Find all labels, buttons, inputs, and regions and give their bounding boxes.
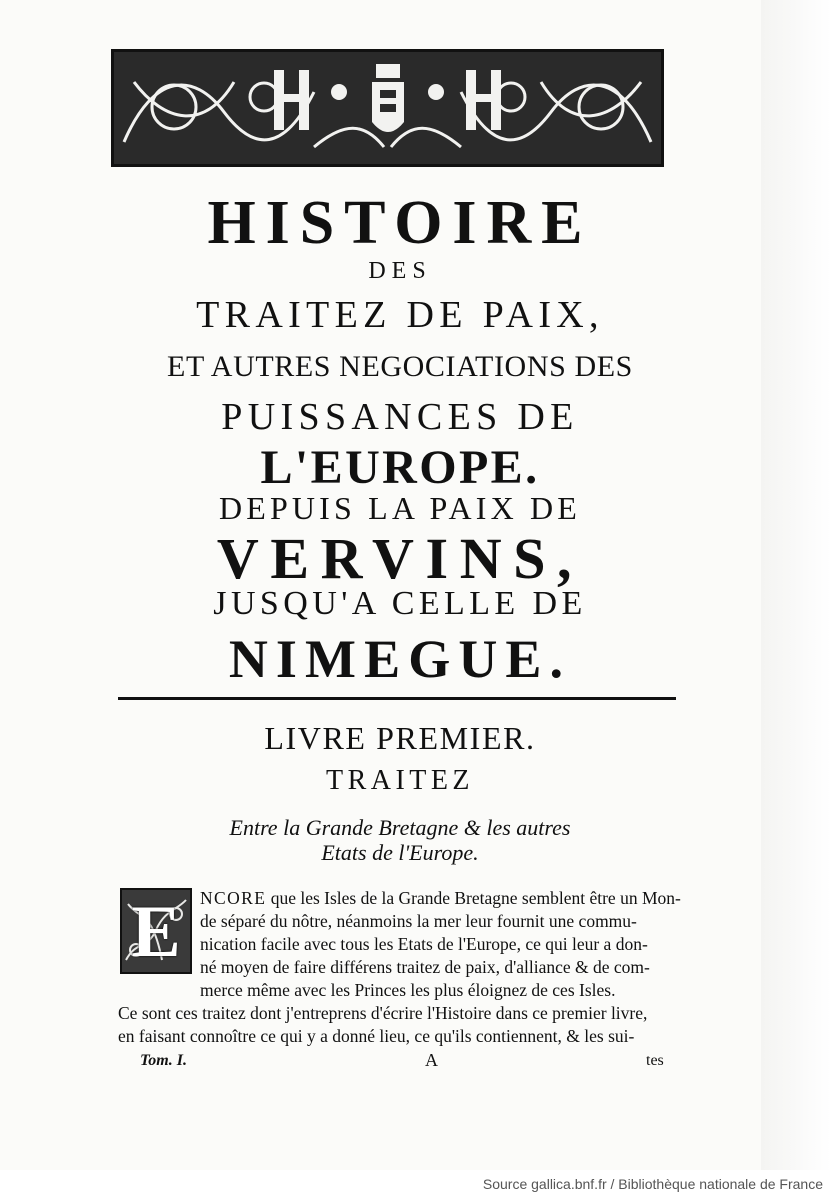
ornamental-headpiece (111, 49, 664, 167)
body-line-7: en faisant connoître ce qui y a donné lieu, ce qu'ils contiennent, & les sui- (118, 1026, 635, 1046)
book-italic-line-1: Entre la Grande Bretagne & les autres (229, 815, 571, 840)
initial-letter: E (131, 891, 181, 973)
signature-mark: A (425, 1050, 438, 1070)
title-jusqua: JUSQU'A CELLE DE (213, 585, 587, 622)
body-line-5: merce même avec les Princes les plus éloignez de ces Isles. (200, 980, 616, 1000)
body-line-1-text: que les Isles de la Grande Bretagne semblent être un Mon- (266, 888, 681, 908)
title-des: DES (368, 258, 432, 284)
horizontal-rule (118, 697, 676, 700)
body-line-6: Ce sont ces traitez dont j'entreprens d'écrire l'Histoire dans ce premier livre, (118, 1003, 648, 1023)
title-puissances: PUISSANCES DE (221, 396, 579, 438)
book-italic-line-2: Etats de l'Europe. (321, 840, 479, 865)
title-nimegue: NIMEGUE. (228, 629, 572, 689)
title-depuis: DEPUIS LA PAIX DE (218, 490, 582, 526)
title-europe: L'EUROPE. (260, 441, 540, 494)
volume-label: Tom. I. (140, 1052, 187, 1069)
book-subheading: TRAITEZ (326, 765, 474, 796)
body-line-4: né moyen de faire différens traitez de paix, d'alliance & de com- (200, 957, 650, 977)
title-vervins: VERVINS, (216, 526, 584, 591)
decorated-initial (120, 888, 192, 974)
body-line-2: de séparé du nôtre, néanmoins la mer leur fournit une commu- (200, 911, 637, 931)
book-heading: LIVRE PREMIER. (264, 720, 536, 756)
title-histoire: HISTOIRE (207, 189, 593, 257)
source-credit: Source gallica.bnf.fr / Bibliothèque nationale de France (482, 1176, 823, 1192)
body-line-3: nication facile avec tous les Etats de l'Europe, ce qui leur a don- (200, 934, 648, 954)
page-gutter (761, 0, 831, 1170)
body-smallcaps: NCORE (200, 888, 267, 908)
body-line-1 (200, 887, 681, 909)
title-traitez-de-paix: TRAITEZ DE PAIX, (196, 294, 604, 336)
catchword: tes (646, 1052, 664, 1069)
title-autres-negociations: ET AUTRES NEGOCIATIONS DES (167, 350, 633, 383)
